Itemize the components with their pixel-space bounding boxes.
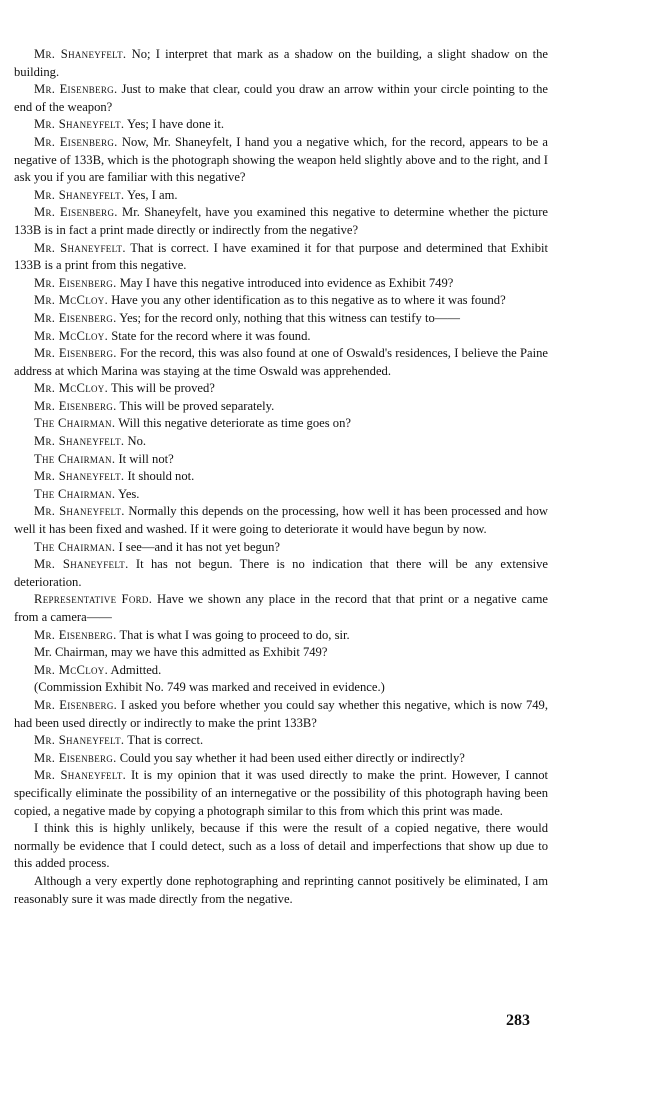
- speaker-name: The Chairman.: [34, 539, 116, 554]
- transcript-paragraph: [14, 820, 548, 873]
- transcript-paragraph: [14, 767, 548, 820]
- transcript-paragraph: [14, 644, 548, 662]
- transcript-paragraph: [14, 46, 548, 81]
- speech-text: No; I interpret that mark as a shadow on the building, a slight shadow on the building.: [14, 47, 548, 79]
- speaker-name: Mr. Shaneyfelt.: [34, 117, 125, 132]
- speaker-name: Mr. Eisenberg.: [34, 750, 117, 765]
- speech-text: Could you say whether it had been used either directly or indirectly?: [119, 750, 465, 765]
- speaker-name: Mr. Eisenberg.: [34, 398, 117, 413]
- speech-text: Just to make that clear, could you draw an arrow within your circle pointing to the end of the weapon?: [14, 82, 549, 114]
- transcript-paragraph: [14, 591, 548, 626]
- speech-text: Normally this depends on the processing, how well it has been processed and how well it has been fixed and washed. If it were going to deteriorate it would have begun by now.: [14, 504, 548, 537]
- speech-text: State for the record where it was found.: [111, 328, 311, 343]
- transcript-paragraph: [14, 679, 548, 697]
- speech-text: No.: [127, 434, 147, 449]
- speaker-name: The Chairman.: [34, 486, 116, 501]
- speaker-name: Mr. Shaneyfelt.: [34, 504, 125, 519]
- speaker-name: Mr. Eisenberg.: [34, 134, 118, 149]
- transcript-paragraph: [14, 310, 548, 328]
- speech-text: This will be proved?: [110, 381, 215, 396]
- speech-text: It has not begun. There is no indication that there will be any extensive deterioration.: [14, 557, 548, 589]
- speaker-name: The Chairman.: [34, 416, 116, 431]
- speaker-name: Mr. Shaneyfelt.: [34, 469, 125, 484]
- transcript-paragraph: [14, 451, 548, 469]
- speech-text: This will be proved separately.: [119, 398, 275, 413]
- speaker-name: Mr. Eisenberg.: [34, 82, 118, 97]
- speech-text: That is what I was going to proceed to do, sir.: [119, 627, 350, 642]
- transcript-paragraph: [14, 204, 548, 239]
- transcript-paragraph: [14, 275, 548, 293]
- transcript-paragraph: [14, 732, 548, 750]
- transcript-paragraph: [14, 134, 548, 187]
- speaker-name: Mr. McCloy.: [34, 381, 109, 396]
- speaker-name: Mr. Eisenberg.: [34, 697, 118, 712]
- speech-text: For the record, this was also found at one of Oswald's residences, I believe the Paine address at which Marina was staying at the time Oswald was apprehended.: [14, 346, 548, 378]
- transcript-paragraph: [14, 187, 548, 205]
- speech-text: It is my opinion that it was used directly to make the print. However, I cannot specifically eliminate the possibility of an internegative or the possibility of this photograph having been copied, a negative made by copying a photograph similar to this from which this print was made.: [14, 768, 548, 818]
- transcript-paragraph: [14, 750, 548, 768]
- transcript-paragraph: [14, 539, 548, 557]
- speech-text: Have we shown any place in the record that that print or a negative came from a camera——: [14, 592, 549, 624]
- speaker-name: Representative Ford.: [34, 592, 153, 607]
- speaker-name: Mr. Eisenberg.: [34, 205, 118, 220]
- speech-text: That is correct. I have examined it for that purpose and determined that Exhibit 133B is a print from this negative.: [14, 240, 549, 273]
- speaker-name: Mr. Eisenberg.: [34, 310, 117, 325]
- speech-text: Yes.: [117, 486, 140, 501]
- speech-text: Yes; I have done it.: [127, 117, 225, 132]
- speaker-name: Mr. Shaneyfelt.: [34, 47, 127, 61]
- transcript-paragraph: [14, 415, 548, 433]
- transcript-paragraph: [14, 873, 548, 908]
- transcript-paragraph: [14, 503, 548, 538]
- speech-text: Yes, I am.: [127, 187, 178, 202]
- speaker-name: Mr. McCloy.: [34, 293, 109, 308]
- transcript-paragraph: [14, 328, 548, 346]
- speaker-name: Mr. McCloy.: [34, 662, 109, 677]
- speaker-name: Mr. Eisenberg.: [34, 346, 117, 361]
- speech-text: Now, Mr. Shaneyfelt, I hand you a negative which, for the record, appears to be a negative of 133B, which is the photograph showing the weapon held slightly above and to the right, and I ask you if you are familiar with this negative?: [14, 134, 548, 185]
- speech-text: I asked you before whether you could say whether this negative, which is now 749, had been used directly or indirectly to make the print 133B?: [14, 697, 548, 730]
- transcript-paragraph: [14, 116, 548, 134]
- speech-text: That is correct.: [127, 733, 204, 748]
- speaker-name: Mr. Shaneyfelt.: [34, 768, 127, 783]
- speaker-name: Mr. Eisenberg.: [34, 627, 117, 642]
- page-number: 283: [506, 1012, 530, 1029]
- speaker-name: Mr. Shaneyfelt.: [34, 733, 125, 748]
- speech-text: Mr. Chairman, may we have this admitted as Exhibit 749?: [34, 645, 328, 660]
- transcript-paragraph: [14, 345, 548, 380]
- speaker-name: Mr. Shaneyfelt.: [34, 240, 126, 255]
- transcript-paragraph: [14, 81, 548, 116]
- speaker-name: The Chairman.: [34, 451, 116, 466]
- speech-text: I see—and it has not yet begun?: [118, 539, 281, 554]
- transcript-paragraph: [14, 433, 548, 451]
- speaker-name: Mr. Shaneyfelt.: [34, 434, 125, 449]
- speech-text: Will this negative deteriorate as time goes on?: [118, 416, 351, 431]
- transcript-paragraph: [14, 556, 548, 591]
- transcript-paragraph: [14, 380, 548, 398]
- speech-text: Admitted.: [110, 662, 162, 677]
- speech-text: I think this is highly unlikely, because if this were the result of a copied negative, there would normally be evidence that I could detect, such as a loss of detail and imperfections that show up due to this added process.: [14, 821, 548, 871]
- speaker-name: Mr. Shaneyfelt.: [34, 187, 125, 202]
- transcript-body: [14, 46, 548, 908]
- speech-text: Have you any other identification as to this negative as to where it was found?: [111, 293, 506, 308]
- speech-text: It should not.: [127, 469, 195, 484]
- transcript-paragraph: [14, 398, 548, 416]
- speech-text: (Commission Exhibit No. 749 was marked and received in evidence.): [34, 680, 385, 695]
- transcript-paragraph: [14, 486, 548, 504]
- speech-text: It will not?: [118, 451, 174, 466]
- speech-text: Yes; for the record only, nothing that this witness can testify to——: [119, 310, 460, 325]
- speech-text: Mr. Shaneyfelt, have you examined this negative to determine whether the picture 133B is in fact a print made directly or indirectly from the negative?: [14, 205, 548, 237]
- transcript-paragraph: [14, 627, 548, 645]
- speaker-name: Mr. McCloy.: [34, 328, 109, 343]
- transcript-paragraph: [14, 662, 548, 680]
- transcript-paragraph: [14, 468, 548, 486]
- transcript-paragraph: [14, 292, 548, 310]
- speech-text: Although a very expertly done rephotographing and reprinting cannot positively be eliminated, I am reasonably sure it was made directly from the negative.: [14, 873, 548, 906]
- transcript-paragraph: [14, 697, 548, 732]
- speech-text: May I have this negative introduced into evidence as Exhibit 749?: [119, 275, 454, 290]
- speaker-name: Mr. Eisenberg.: [34, 275, 117, 290]
- speaker-name: Mr. Shaneyfelt.: [34, 557, 129, 572]
- transcript-paragraph: [14, 240, 548, 275]
